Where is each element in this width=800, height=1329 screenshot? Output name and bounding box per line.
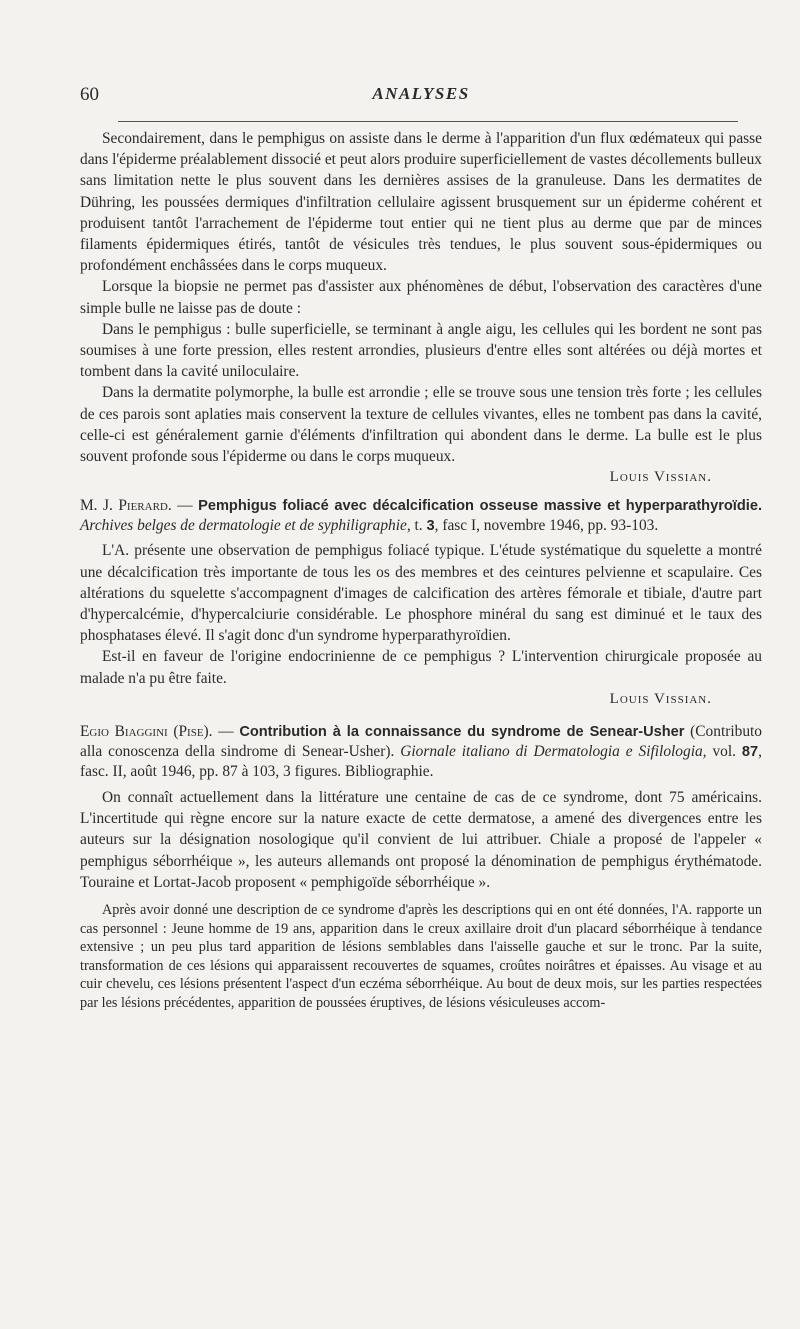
article3-title: Contribution à la connaissance du syndrome de Senear-Usher bbox=[239, 724, 685, 741]
article3-author: Egio Biaggini (Pise). bbox=[80, 723, 213, 741]
article3-journal: Giornale italiano di Dermatologia e Sifilologia, bbox=[400, 743, 707, 761]
article3-dash: — bbox=[212, 723, 240, 741]
article2-paragraph-2: Est-il en faveur de l'origine endocrinienne de ce pemphigus ? L'intervention chirurgicale proposée au malade n'a pu être faite. bbox=[80, 648, 762, 687]
article3-paragraph-1: On connaît actuellement dans la littérature une centaine de cas de ce syndrome, dont 75 américains. L'incertitude qui règne encore sur la nature exacte de cette dermatose, a amené des divergences entre les auteurs sur la désignation nosologique qu'il convient de lui attribuer. Chiale a proposé de l'appeler « pemphigus séborrhéique », les auteurs allemands ont proposé la dénomination de pemphigus érythématode. Touraine et Lortat-Jacob proposent « pemphigoïde séborrhéique ». bbox=[80, 789, 762, 891]
header-rule bbox=[118, 121, 738, 122]
page-number: 60 bbox=[80, 84, 99, 105]
article2-paragraph-1: L'A. présente une observation de pemphigus foliacé typique. L'étude systématique du squelette a montré une décalcification très importante de tous les os des membres et des ceintures pelvienne et scapulaire. Ces altérations du squelette s'accompagnent d'images de calcification des artères fémorale et tibiale, d'autre part d'hypercalcémie, d'hypercalciurie considérable. Le phosphore minéral du sang est diminué et le taux des phosphatases élevé. Il s'agit donc d'un syndrome hyperparathyroïdien. bbox=[80, 542, 762, 645]
article3-source-a: vol. bbox=[706, 743, 742, 761]
running-title: ANALYSES bbox=[372, 84, 470, 103]
page-body bbox=[80, 128, 762, 1013]
article1-paragraph-3: Dans le pemphigus : bulle superficielle, se terminant à angle aigu, les cellules qui les bordent ne sont pas soumises à une forte pression, elles restent arrondies, plusieurs d'entre elles sont altérées ou déjà mortes et tombent dans la cavité uniloculaire. bbox=[80, 320, 762, 381]
article1-paragraph-4: Dans la dermatite polymorphe, la bulle est arrondie ; elle se trouve sous une tension très forte ; les cellules de ces parois sont aplaties mais conservent la texture de cellules vivantes, elles ne tombent pas dans la cavité, celle-ci est généralement garnie d'éléments d'infiltration qui abondent dans le derme. La bulle est le plus souvent profonde sous l'épiderme ou dans le corps muqueux. bbox=[80, 384, 762, 466]
article1-signature: Louis Vissian. bbox=[609, 469, 712, 486]
article3-subtitle: (Contributo alla conoscenza della sindrome di Senear-Usher). bbox=[80, 723, 762, 761]
article1-paragraph-1: Secondairement, dans le pemphigus on assiste dans le derme à l'apparition d'un flux œdémateux qui passe dans l'épiderme préalablement dissocié et peut alors produire superficiellement de vastes décollements bulleux sans limitation nette le plus souvent dans les dernières assises de la granuleuse. Dans les dermatites de Dühring, les poussées dermiques d'infiltration cellulaire agissent brusquement sur un épiderme cohérent et produisent tantôt l'arrachement de l'épiderme tout entier qui ne tient plus au derme que par de minces filaments épidermiques étirés, tantôt de vésicules très tendues, le plus souvent sous-épidermiques ou profondément enchâssées dans le corps muqueux. bbox=[80, 130, 762, 275]
article2-source-b: , fasc I, novembre 1946, pp. 93-103. bbox=[434, 517, 659, 535]
article2-signature: Louis Vissian. bbox=[609, 690, 712, 707]
article2-author: M. J. Pierard. bbox=[80, 497, 172, 515]
article2-journal: Archives belges de dermatologie et de syphiligraphie, bbox=[80, 517, 411, 535]
article2-title: Pemphigus foliacé avec décalcification osseuse massive et hyperparathyroïdie. bbox=[198, 498, 762, 515]
page-header bbox=[80, 84, 762, 106]
article3-paragraph-2: Après avoir donné une description de ce syndrome d'après les descriptions qui en ont été données, l'A. rapporte un cas personnel : Jeune homme de 19 ans, apparition dans le creux axillaire droit d'un placard séborrhéique à tendance extensive ; un peu plus tard apparition de lésions semblables dans l'aisselle gauche et sur le tronc. Par la suite, transformation de ces lésions qui apparaissent recouvertes de squames, croûtes noirâtres et épaisses. Au visage et au cuir chevelu, ces lésions présentent l'aspect d'un eczéma séborrhéique. Au bout de deux mois, sur les parties respectées par les lésions précédentes, apparition de poussées éruptives, de lésions vésiculeuses accom- bbox=[80, 902, 762, 1012]
article2-source-a: t. bbox=[410, 517, 427, 535]
article2-volume: 3 bbox=[426, 518, 435, 535]
article2-heading bbox=[80, 496, 762, 536]
article3-heading bbox=[80, 722, 762, 781]
article3-volume: 87 bbox=[741, 744, 759, 761]
article1-paragraph-2: Lorsque la biopsie ne permet pas d'assister aux phénomènes de début, l'observation des caractères d'une simple bulle ne laisse pas de doute : bbox=[80, 278, 762, 317]
article2-dash: — bbox=[171, 497, 199, 515]
article3-source-b: , fasc. II, août 1946, pp. 87 à 103, 3 figures. Bibliographie. bbox=[80, 743, 762, 781]
